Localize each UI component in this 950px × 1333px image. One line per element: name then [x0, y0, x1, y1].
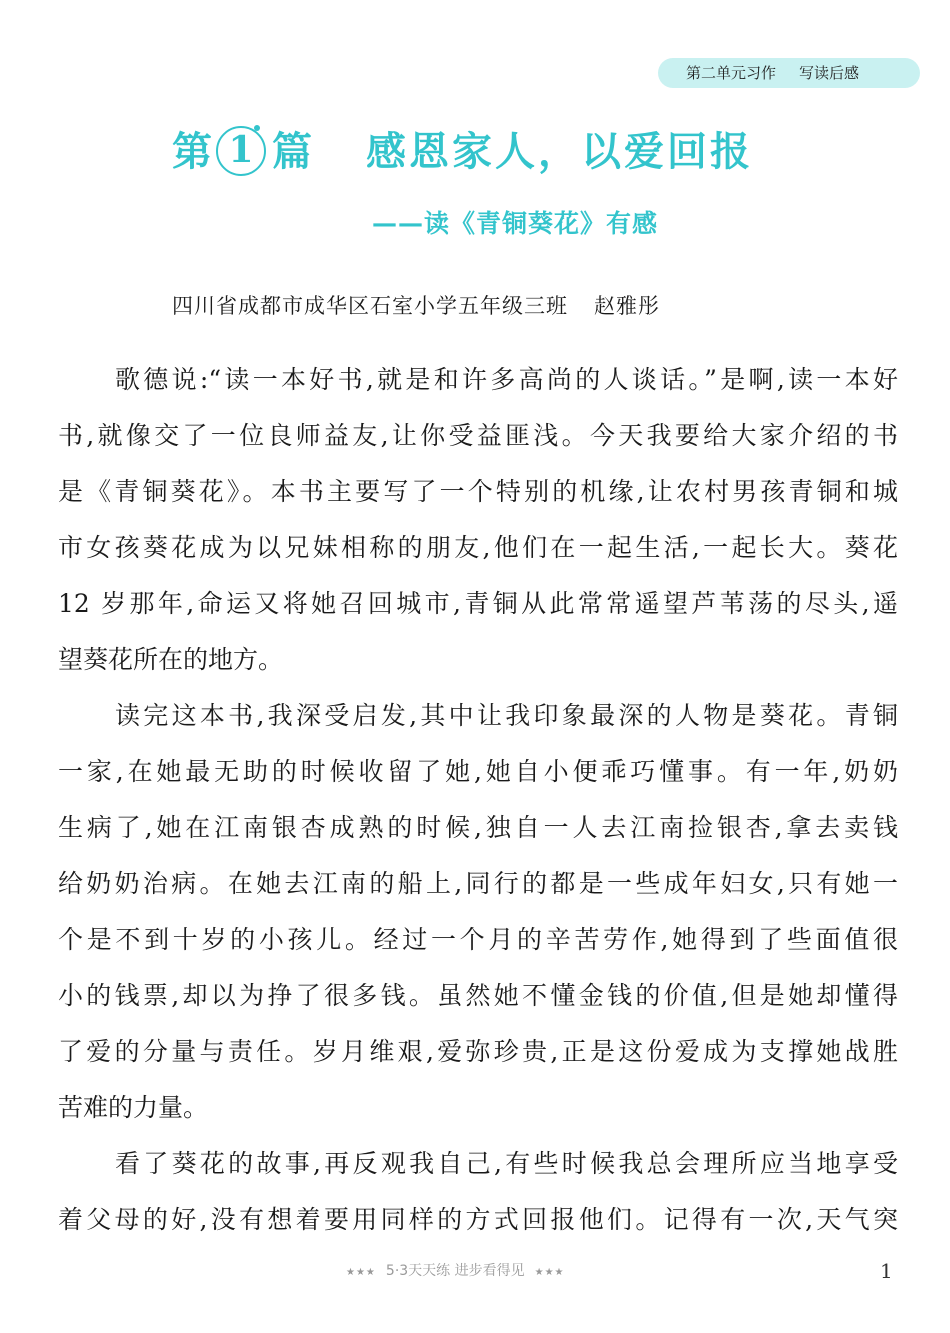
body-line: 市女孩葵花成为以兄妹相称的朋友,他们在一起生活,一起长大。葵花 — [58, 533, 898, 562]
body-line: 个是不到十岁的小孩儿。经过一个月的辛苦劳作,她得到了些面值很 — [58, 925, 898, 954]
title-main: 感恩家人，以爱回报 — [366, 129, 753, 175]
body-line: 是《青铜葵花》。本书主要写了一个特别的机缘,让农村男孩青铜和城 — [58, 477, 898, 506]
footer-slogan: 5·3天天练 进步看得见 — [385, 1263, 525, 1279]
page-footer — [346, 1259, 565, 1285]
body-line: 小的钱票,却以为挣了很多钱。虽然她不懂金钱的价值,但是她却懂得 — [58, 981, 898, 1010]
article-number: 1 — [216, 126, 266, 176]
title-suffix: 篇 — [272, 129, 312, 175]
body-line: 望葵花所在的地方。 — [58, 645, 284, 674]
page-number: 1 — [880, 1259, 893, 1283]
unit-label: 第二单元习作 — [686, 64, 777, 82]
body-line: 了爱的分量与责任。岁月维艰,爱弥珍贵,正是这份爱成为支撑她战胜 — [58, 1037, 898, 1066]
author-line — [172, 289, 660, 323]
section-header-tag — [658, 58, 920, 88]
author-name: 赵雅彤 — [594, 294, 660, 318]
body-line: 看了葵花的故事,再反观我自己,有些时候我总会理所应当地享受 — [115, 1149, 898, 1178]
star-decoration-icon: ★★★ — [534, 1267, 565, 1278]
body-line: 读完这本书,我深受启发,其中让我印象最深的人物是葵花。青铜 — [115, 701, 898, 730]
body-line: 苦难的力量。 — [58, 1093, 209, 1122]
body-line: 12 岁那年,命运又将她召回城市,青铜从此常常遥望芦苇荡的尽头,遥 — [58, 589, 898, 618]
body-line: 一家,在她最无助的时候收留了她,她自小便乖巧懂事。有一年,奶奶 — [58, 757, 898, 786]
article-body — [58, 352, 898, 1248]
star-decoration-icon: ★★★ — [346, 1267, 376, 1278]
body-line: 歌德说:“读一本好书,就是和许多高尚的人谈话。”是啊,读一本好 — [115, 365, 898, 394]
article-subtitle: ——读《青铜葵花》有感 — [372, 209, 659, 238]
body-line: 生病了,她在江南银杏成熟的时候,独自一人去江南捡银杏,拿去卖钱 — [58, 813, 898, 842]
title-prefix: 第 — [172, 129, 212, 175]
topic-label: 写读后感 — [799, 64, 860, 82]
author-school: 四川省成都市成华区石室小学五年级三班 — [172, 294, 568, 318]
body-line: 书,就像交了一位良师益友,让你受益匪浅。今天我要给大家介绍的书 — [58, 421, 898, 450]
body-line: 给奶奶治病。在她去江南的船上,同行的都是一些成年妇女,只有她一 — [58, 869, 898, 898]
body-line: 着父母的好,没有想着要用同样的方式回报他们。记得有一次,天气突 — [58, 1205, 898, 1234]
